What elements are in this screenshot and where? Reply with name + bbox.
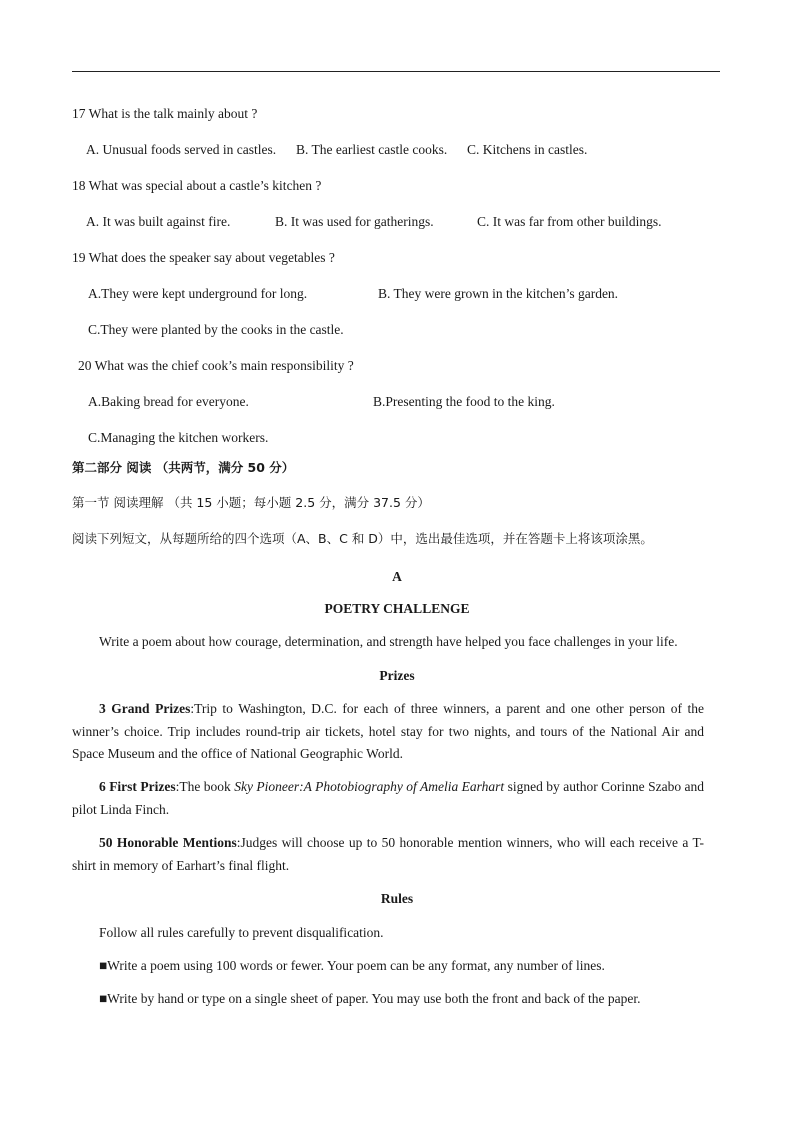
question-19-option-c: C.They were planted by the cooks in the castle. [88, 322, 344, 337]
question-17-option-b: B. The earliest castle cooks. [296, 142, 448, 157]
question-19-option-a: A.They were kept underground for long. [88, 286, 308, 301]
first-prizes-text-a: :The book [175, 779, 235, 794]
question-18-option-a: A. It was built against fire. [86, 214, 231, 229]
question-20-stem: 20 What was the chief cook’s main responsibility ? [78, 358, 354, 373]
question-18-option-c: C. It was far from other buildings. [477, 214, 662, 229]
question-17-stem: 17 What is the talk mainly about ? [72, 106, 258, 121]
book-title: Sky Pioneer:A Photobiography of Amelia Earhart [234, 779, 505, 794]
grand-prizes-text: :Trip to Washington, D.C. for each of three winners, a parent and one other person of the winner’s choice. Trip includes round-trip air tickets, hotel stay for two nights, and tours of the National Air and Space Museum and the office of National Geographic World. [72, 701, 704, 761]
question-20-option-b: B.Presenting the food to the king. [373, 394, 555, 409]
honorable-mentions-text: :Judges will choose up to 50 honorable mention winners, who will each receive a T-shirt in memory of Earhart’s final flight. [72, 835, 704, 873]
part-two-title: 第二部分 阅读 （共两节，满分 50 分） [72, 460, 295, 475]
first-prizes-paragraph [72, 776, 704, 821]
question-18-stem: 18 What was special about a castle’s kitchen ? [72, 178, 322, 193]
grand-prizes-paragraph [72, 698, 704, 766]
reading-instructions: 阅读下列短文，从每题所给的四个选项（A、B、C 和 D）中，选出最佳选项，并在答题卡上将该项涂黑。 [72, 531, 653, 546]
subsection-title: 第一节 阅读理解 （共 15 小题；每小题 2.5 分，满分 37.5 分） [72, 495, 430, 510]
honorable-mentions-label: 50 Honorable Mentions [99, 835, 237, 850]
question-19-stem: 19 What does the speaker say about vegetables ? [72, 250, 335, 265]
rule-item: ■Write a poem using 100 words or fewer. Your poem can be any format, any number of lines. [99, 958, 605, 973]
rules-heading: Rules [380, 891, 414, 906]
passage-title: POETRY CHALLENGE [324, 601, 470, 616]
question-19-option-b: B. They were grown in the kitchen’s garden. [378, 286, 619, 301]
question-18-option-b: B. It was used for gatherings. [275, 214, 434, 229]
passage-intro [72, 631, 704, 654]
rule-item: ■Write by hand or type on a single sheet of paper. You may use both the front and back of the paper. [99, 991, 641, 1006]
intro-text: Write a poem about how courage, determination, and strength have helped you face challenges in your life. [99, 634, 678, 649]
first-prizes-text-b: signed by author Corinne Szabo and pilot Linda Finch. [72, 779, 705, 817]
passage-letter: A [392, 569, 402, 584]
prizes-heading: Prizes [379, 668, 415, 683]
question-17-option-a: A. Unusual foods served in castles. [86, 142, 277, 157]
header-rule [72, 71, 720, 72]
question-20-option-c: C.Managing the kitchen workers. [88, 430, 269, 445]
honorable-mentions-paragraph [72, 832, 704, 877]
rules-intro: Follow all rules carefully to prevent disqualification. [99, 925, 384, 940]
first-prizes-label: 6 First Prizes [99, 779, 176, 794]
question-20-option-a: A.Baking bread for everyone. [88, 394, 249, 409]
grand-prizes-label: 3 Grand Prizes [99, 701, 191, 716]
question-17-option-c: C. Kitchens in castles. [467, 142, 588, 157]
